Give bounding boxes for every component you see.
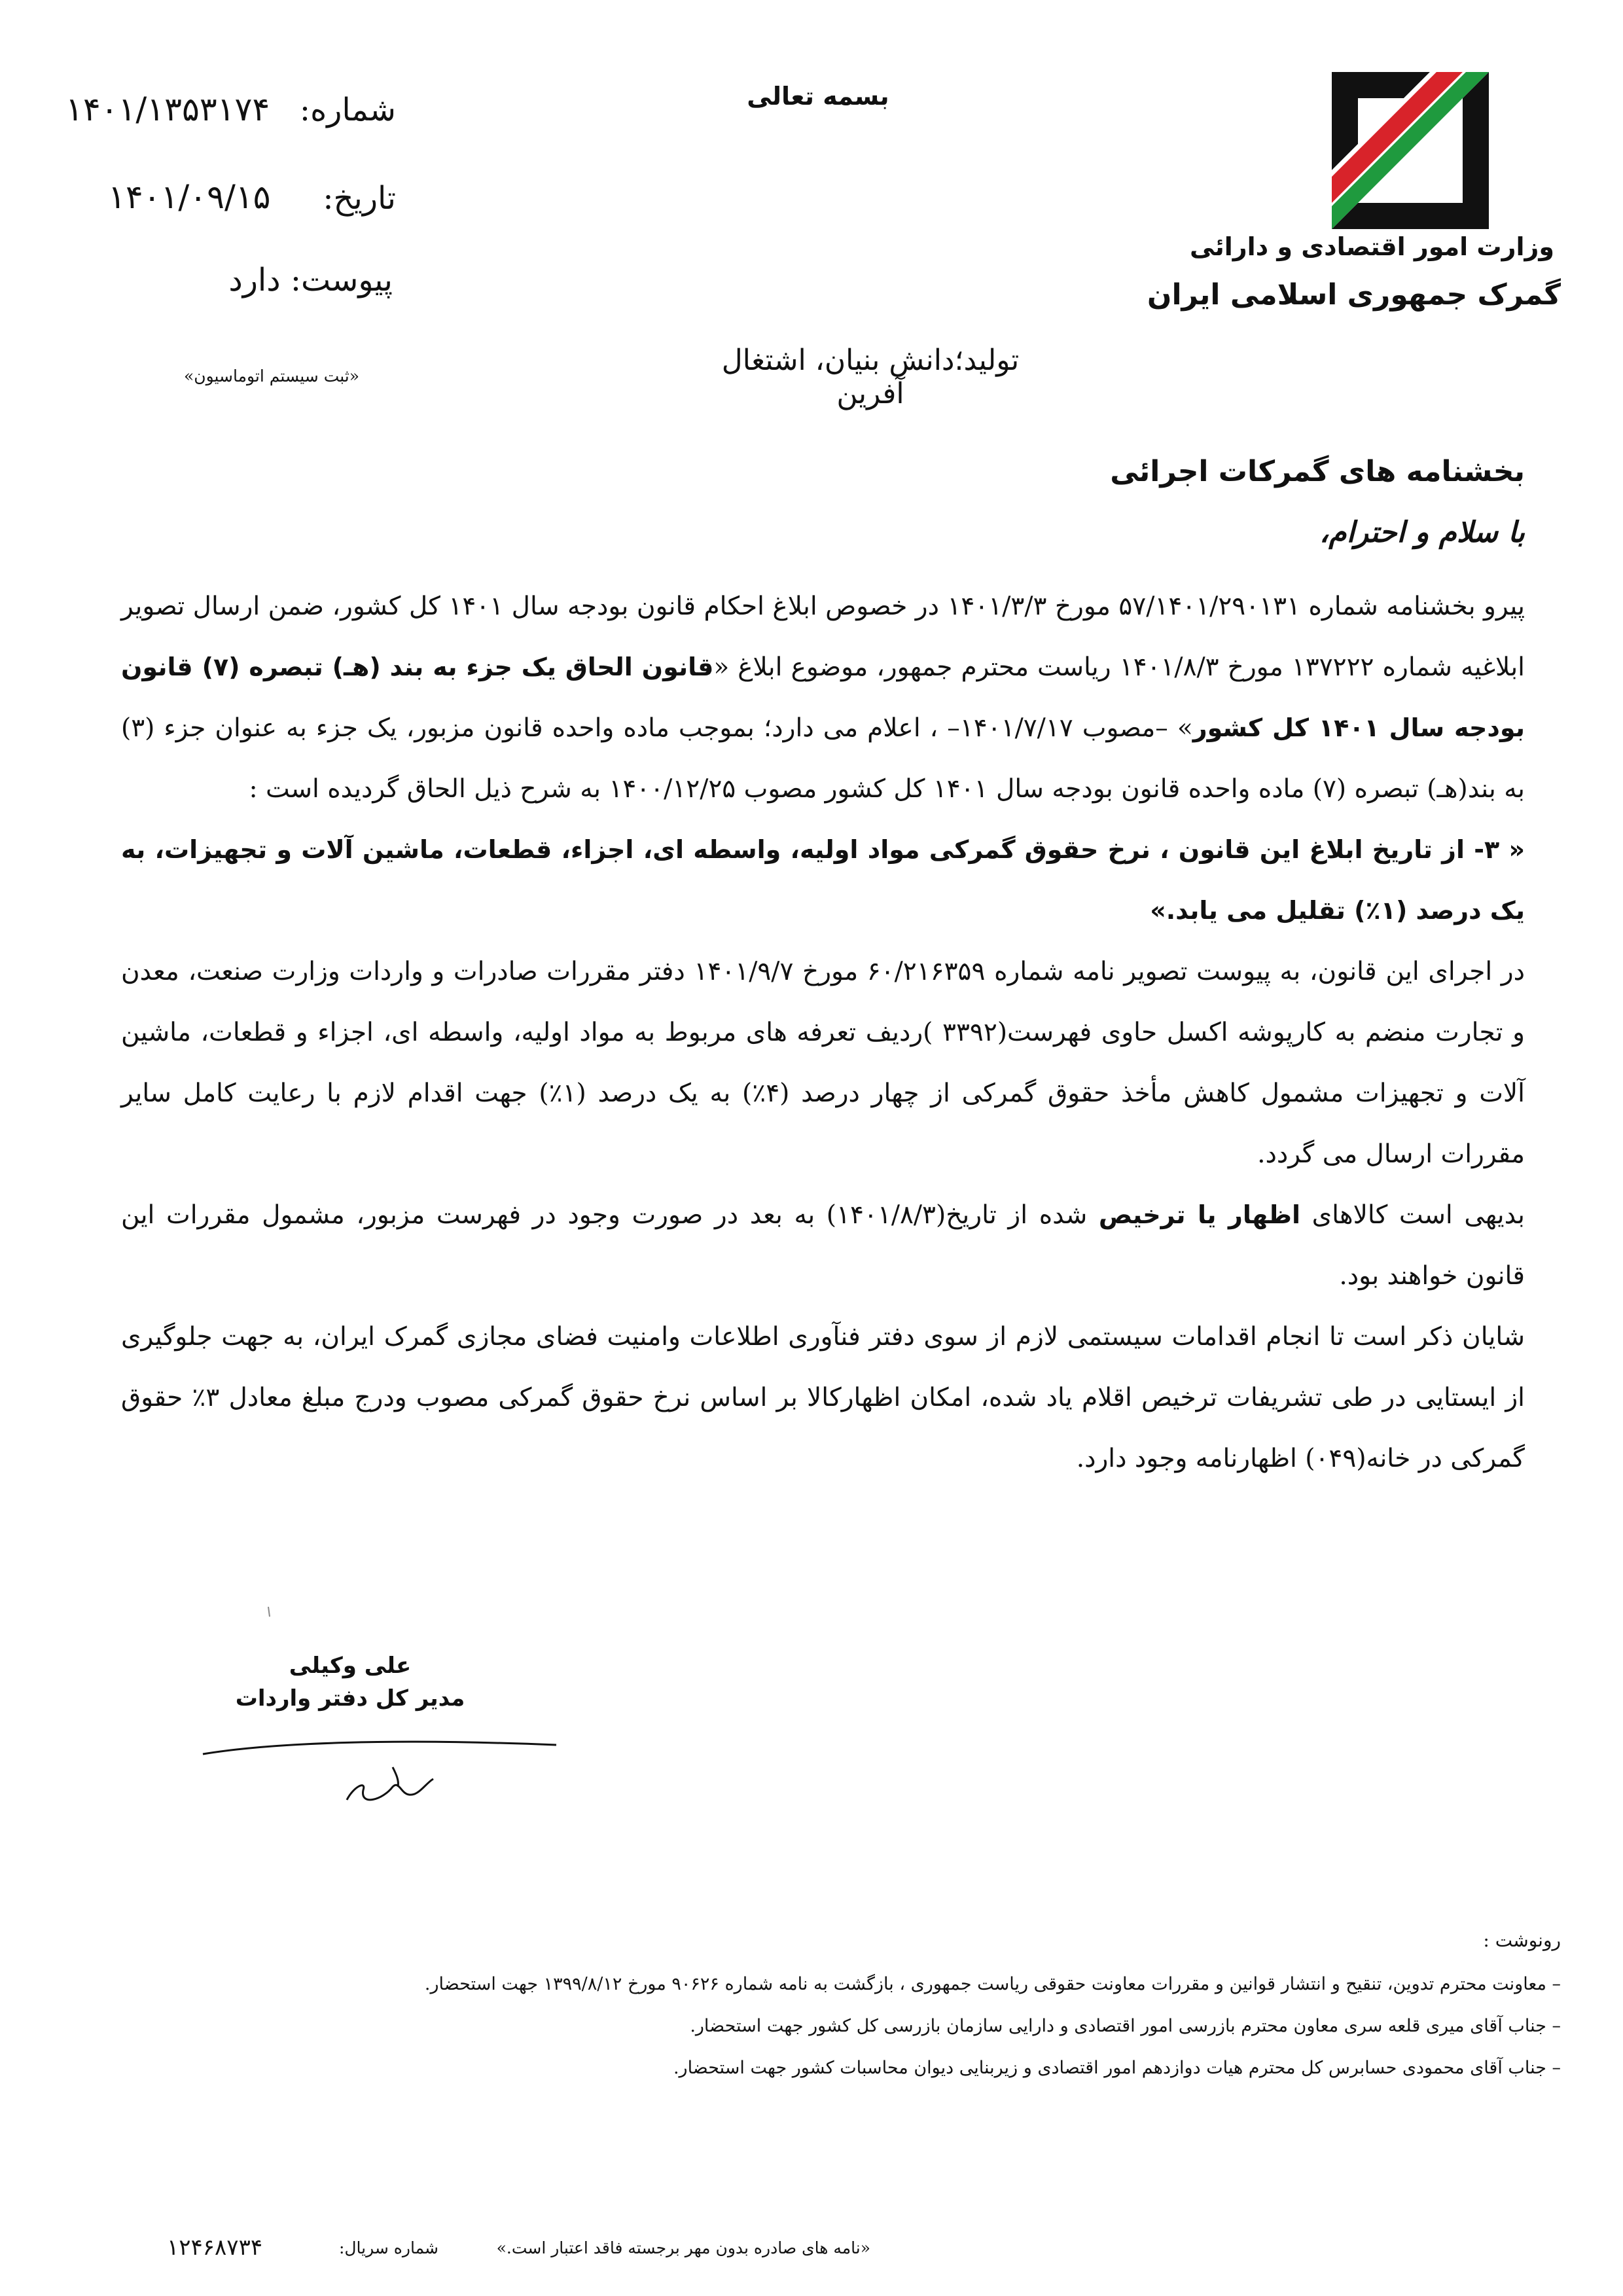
paragraph-3: در اجرای این قانون، به پیوست تصویر نامه شماره ۶۰/۲۱۶۳۵۹ مورخ ۱۴۰۱/۹/۷ دفتر مقررات صادرات و واردات وزارت صنعت، معدن و تجارت منضم به کارپوشه اکسل حاوی فهرست(۳۳۹۲ )ردیف تعرفه های مربوط به مواد اولیه، واسطه ای، اجزاء و قطعات، ماشین آلات و تجهیزات مشمول کاهش مأخذ حقوق گمرکی از چهار درصد (۴٪) به یک درصد (۱٪) جهت اقدام لازم با رعایت کامل سایر مقررات ارسال می گردد. — [121, 957, 1525, 1169]
paragraph-4 — [121, 1185, 1525, 1306]
number-value: ۱۴۰۱/۱۳۵۳۱۷۴ — [65, 90, 270, 128]
cc-item: – جناب آقای محمودی حسابرس کل محترم هیات دوازدهم امور اقتصادی و زیربنایی دیوان محاسبات کشور جهت استحضار. — [673, 2058, 1561, 2078]
serial-label: شماره سریال: — [338, 2238, 438, 2257]
paragraph-1-part-a: پیرو بخشنامه شماره ۵۷/۱۴۰۱/۲۹۰۱۳۱ مورخ ۱۴۰۱/۳/۳ در خصوص ابلاغ احکام قانون بودجه سال ۱۴۰۱ کل کشور، ضمن ارسال تصویر ابلاغیه شماره ۱۳۷۲۲۲ مورخ ۱۴۰۱/۸/۳ ریاست محترم جمهور، موضوع ابلاغ « — [121, 592, 1525, 682]
ministry-name: وزارت امور اقتصادی و دارائی — [1190, 232, 1554, 261]
cc-item: – جناب آقای میری قلعه سری معاون محترم بازرسی امور اقتصادی و دارایی سازمان بازرسی کل کشور جهت استحضار. — [690, 2016, 1561, 2036]
customs-logo-icon — [1332, 72, 1489, 229]
letter-subject: بخشنامه های گمرکات اجرائی — [1110, 455, 1525, 488]
paragraph-1-part-c: » –مصوب ۱۴۰۱/۷/۱۷– ، اعلام می دارد؛ بموجب ماده واحده قانون مزبور، یک جزء به عنوان جزء (۳) به بند(هـ) تبصره (۷) ماده واحده قانون بودجه سال ۱۴۰۱ کل کشور مصوب ۱۴۰۰/۱۲/۲۵ به شرح ذیل الحاق گردیده است : — [121, 713, 1525, 804]
date-value: ۱۴۰۱/۰۹/۱۵ — [108, 178, 271, 216]
basmala: بسمه تعالی — [747, 82, 889, 111]
paragraph-5: شایان ذکر است تا انجام اقدامات سیستمی لازم از سوی دفتر فنآوری اطلاعات وامنیت فضای مجازی گمرک ایران، به جهت جلوگیری از ایستایی در طی تشریفات ترخیص اقلام یاد شده، امکان اظهارکالا بر اساس نرخ حقوق گمرکی مصوب ودرج مبلغ معادل ۳٪ حقوق گمرکی در خانه(۰۴۹) اظهارنامه وجود دارد. — [121, 1322, 1525, 1473]
cc-title: رونوشت : — [1483, 1929, 1561, 1951]
cc-list — [121, 1964, 1561, 2089]
customs-name: گمرک جمهوری اسلامی ایران — [1147, 278, 1561, 312]
number-label: شماره: — [299, 92, 396, 128]
automation-registration-note: «ثبت سیستم اتوماسیون» — [183, 367, 360, 386]
law-title: قانون الحاق یک جزء به بند (هـ) تبصره (۷) قانون بودجه سال ۱۴۰۱ کل کشور — [121, 653, 1525, 742]
paragraph-2 — [121, 819, 1525, 941]
paragraph-4-part-a: بدیهی است کالاهای — [1300, 1200, 1525, 1230]
law-clause: « ۳- از تاریخ ابلاغ این قانون ، نرخ حقوق گمرکی مواد اولیه، واسطه ای، اجزاء، قطعات، ماشین آلات و تجهیزات، به یک درصد (۱٪) تقلیل می یابد.» — [121, 835, 1525, 925]
attachment-label: پیوست: دارد — [228, 262, 393, 298]
serial-value: ۱۲۴۶۸۷۳۴ — [167, 2234, 263, 2261]
signer-title: مدیر کل دفتر واردات — [235, 1685, 465, 1712]
cc-item: – معاونت محترم تدوین، تنقیح و انتشار قوانین و مقررات معاونت حقوقی ریاست جمهوری ، بازگشت به نامه شماره ۹۰۶۲۶ مورخ ۱۳۹۹/۸/۱۲ جهت استحضار. — [424, 1974, 1561, 1994]
footer-validity-note: «نامه های صادره بدون مهر برجسته فاقد اعتبار است.» — [496, 2238, 870, 2257]
date-label: تاریخ: — [323, 180, 396, 217]
letter-body — [121, 576, 1525, 1489]
paragraph-4-bold: اظهار یا ترخیص — [1098, 1200, 1301, 1229]
signer-name: علی وکیلی — [289, 1653, 412, 1679]
greeting: با سلام و احترام، — [1319, 516, 1525, 549]
handwritten-signature-icon — [196, 1590, 563, 1826]
paragraph-1 — [121, 576, 1525, 819]
paragraph-4-part-c: شده از تاریخ(۱۴۰۱/۸/۳) به بعد در صورت وجود در فهرست مزبور، مشمول مقررات این قانون خواهند بود. — [121, 1200, 1525, 1291]
slogan: تولید؛دانش بنیان، اشتغال آفرین — [721, 344, 1020, 410]
